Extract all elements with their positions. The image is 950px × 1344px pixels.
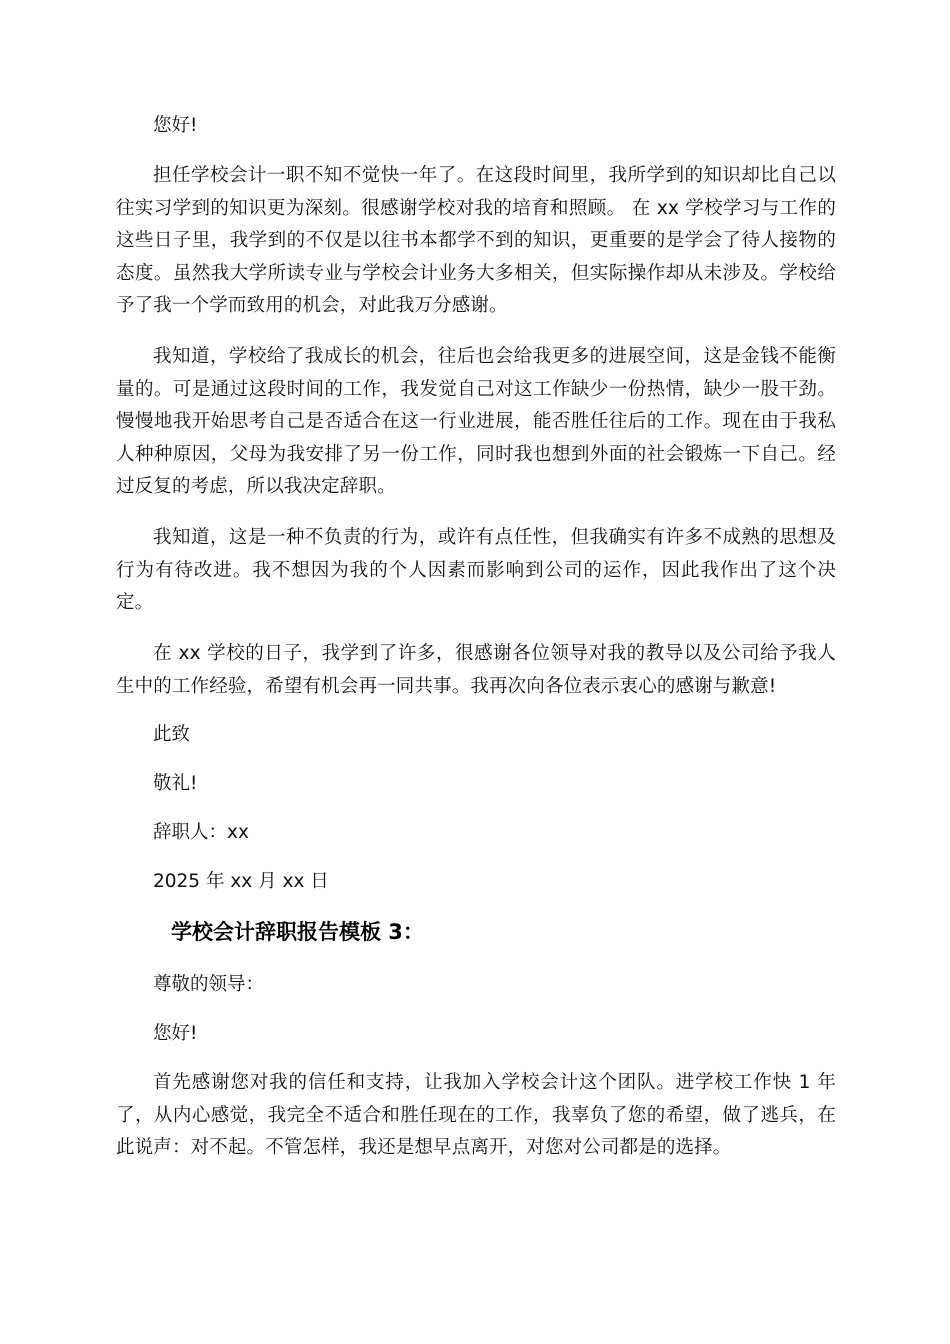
letter-paragraph-2: 我知道，学校给了我成长的机会，往后也会给我更多的进展空间，这是金钱不能衡量的。可是通过这段时间的工作，我发觉自己对这工作缺少一份热情，缺少一股干劲。慢慢地我开始思考自己是否适合在这一行业进展，能否胜任往后的工作。现在由于我私人种种原因，父母为我安排了另一份工作，同时我也想到外面的社会锻炼一下自己。经过反复的考虑，所以我决定辞职。 [116,346,836,497]
letter-paragraph-1: 担任学校会计一职不知不觉快一年了。在这段时间里，我所学到的知识却比自己以往实习学到的知识更为深刻。很感谢学校对我的培育和照顾。 在 xx 学校学习与工作的这些日子里，我学到的不仅是以往书本都学不到的知识，更重要的是学会了待人接物的态度。虽然我大学所读专业与学校会计业务大多相关，但实际操作却从未涉及。学校给予了我一个学而致用的机会，对此我万分感谢。 [116,165,836,316]
letter-closing-jingli: 敬礼! [153,773,198,794]
template3-paragraph-1: 首先感谢您对我的信任和支持，让我加入学校会计这个团队。进学校工作快 1 年了，从内心感觉，我完全不适合和胜任现在的工作，我辜负了您的希望，做了逃兵，在此说声：对不起。不管怎样，我还是想早点离开，对您对公司都是的选择。 [116,1072,836,1158]
section-heading-template-3: 学校会计辞职报告模板 3： [171,920,424,944]
letter-paragraph-3: 我知道，这是一种不负责的行为，或许有点任性，但我确实有许多不成熟的思想及行为有待改进。我不想因为我的个人因素而影响到公司的运作，因此我作出了这个决定。 [116,527,836,613]
letter-signature: 辞职人：xx [153,822,249,843]
template3-greeting: 您好! [153,1023,198,1044]
letter-date: 2025 年 xx 月 xx 日 [153,871,329,892]
letter-closing-cizhi: 此致 [153,724,191,745]
letter-greeting: 您好! [153,115,198,136]
letter-paragraph-4: 在 xx 学校的日子，我学到了许多，很感谢各位领导对我的教导以及公司给予我人生中的工作经验，希望有机会再一同共事。我再次向各位表示衷心的感谢与歉意! [116,643,836,697]
template3-salutation: 尊敬的领导： [153,974,265,995]
